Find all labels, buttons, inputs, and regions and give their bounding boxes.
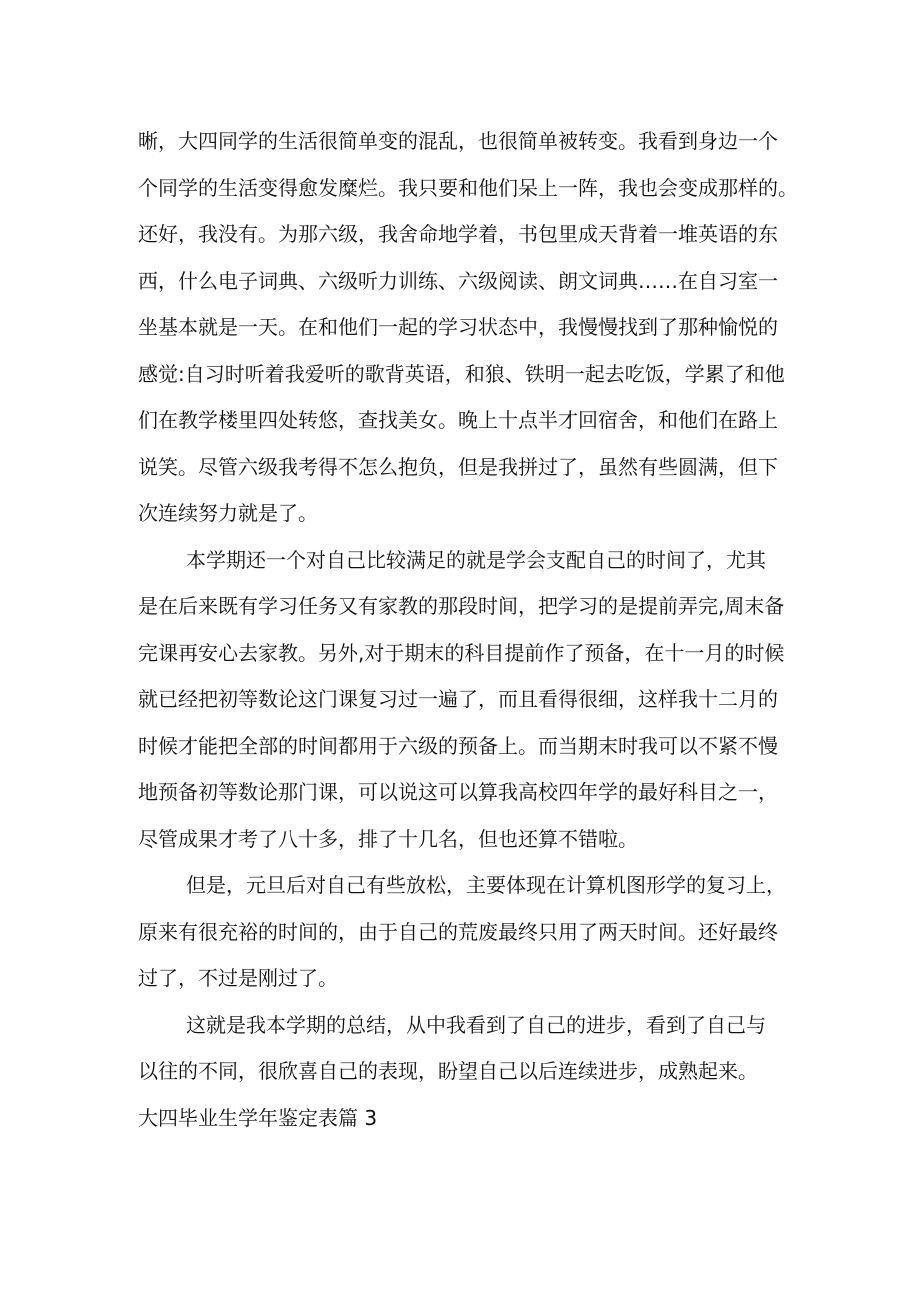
text-line: 坐基本就是一天。在和他们一起的学习状态中，我慢慢找到了那种愉悦的 — [138, 315, 778, 339]
text-line: 是在后来既有学习任务又有家教的那段时间，把学习的是提前弄完,周末备 — [138, 594, 785, 618]
text-line: 还好，我没有。为那六级，我舍命地学着，书包里成天背着一堆英语的东 — [138, 222, 778, 246]
text-line: 们在教学楼里四处转悠，查找美女。晚上十点半才回宿舍，和他们在路上 — [138, 408, 778, 432]
text-line: 次连续努力就是了。 — [138, 501, 318, 525]
text-line: 这就是我本学期的总结，从中我看到了自己的进步，看到了自己与 — [186, 1012, 766, 1037]
text-line: 过了，不过是刚过了。 — [138, 966, 338, 990]
text-line: 感觉:自习时听着我爱听的歌背英语，和狼、铁明一起去吃饭，学累了和他 — [138, 361, 785, 386]
text-line: 以往的不同，很欣喜自己的表现，盼望自己以后连续进步，成熟起来。 — [138, 1059, 758, 1083]
text-line: 尽管成果才考了八十多，排了十几名，但也还算不错啦。 — [138, 826, 638, 851]
text-line: 地预备初等数论那门课，可以说这可以算我高校四年学的最好科目之一， — [138, 780, 778, 804]
paragraph-4 — [138, 1002, 788, 1095]
text-line: 原来有很充裕的时间的，由于自己的荒废最终只用了两天时间。还好最终 — [138, 919, 778, 944]
text-line: 时候才能把全部的时间都用于六级的预备上。而当期末时我可以不紧不慢 — [138, 733, 778, 758]
text-line: 完课再安心去家教。另外,对于期末的科目提前作了预备，在十一月的时候 — [138, 640, 785, 665]
text-line: 本学期还一个对自己比较满足的就是学会支配自己的时间了，尤其 — [186, 547, 766, 572]
paragraph-2 — [138, 537, 788, 863]
text-line: 就已经把初等数论这门课复习过一遍了，而且看得很细，这样我十二月的 — [138, 687, 778, 711]
document-body — [138, 118, 798, 1141]
text-line: 晰，大四同学的生活很简单变的混乱，也很简单被转变。我看到身边一个 — [138, 129, 778, 153]
section-heading: 大四毕业生学年鉴定表篇 3 — [138, 1105, 378, 1130]
text-line: 西，什么电子词典、六级听力训练、六级阅读、朗文词典……在自习室一 — [138, 268, 778, 293]
paragraph-3 — [138, 862, 788, 1002]
paragraph-1 — [138, 118, 798, 537]
text-line: 个同学的生活变得愈发糜烂。我只要和他们呆上一阵，我也会变成那样的。 — [138, 175, 798, 200]
text-line: 但是，元旦后对自己有些放松，主要体现在计算机图形学的复习上， — [186, 873, 786, 897]
text-line: 说笑。尽管六级我考得不怎么抱负，但是我拼过了，虽然有些圆满，但下 — [138, 454, 778, 479]
